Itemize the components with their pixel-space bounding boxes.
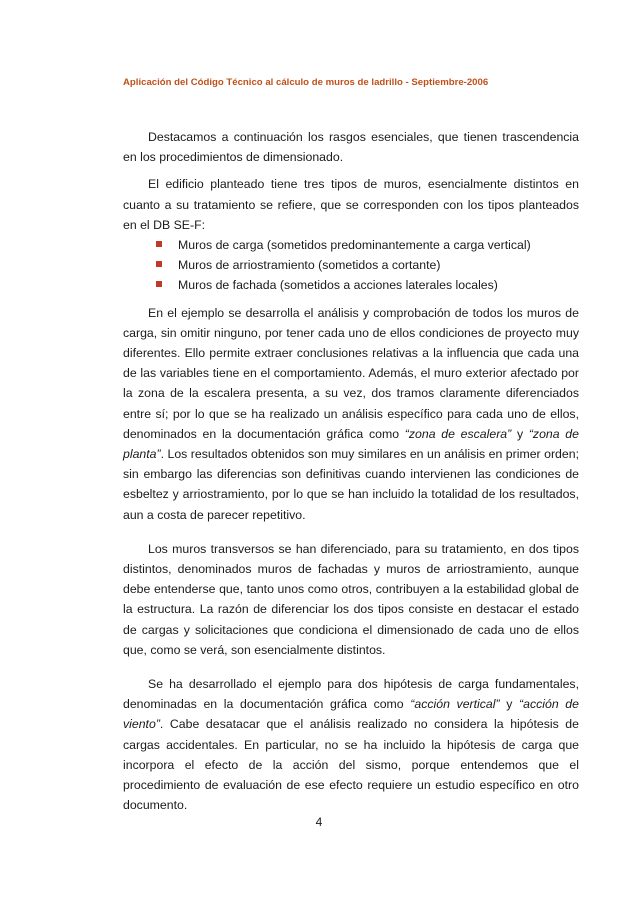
square-bullet-icon (156, 241, 162, 247)
list-item (123, 275, 579, 295)
list-item-text: Muros de carga (sometidos predominantemente a carga vertical) (178, 238, 531, 253)
paragraph-3-text-c: . Los resultados obtenidos son muy similares en un análisis en primer orden; sin embargo las diferencias son definitivas cuando intervienen las condiciones de esbeltez y arriostramiento, por lo que se han incluido la totalidad de los resultados, aun a costa de parecer repetitivo. (123, 447, 579, 522)
paragraph-5 (123, 674, 579, 815)
paragraph-3-text-a: En el ejemplo se desarrolla el análisis y comprobación de todos los muros de carga, sin omitir ninguno, por tener cada uno de ellos condiciones de proyecto muy diferentes. Ello permite extraer conclusiones relativas a la influencia que cada una de las variables tiene en el comportamiento. Además, el muro exterior afectado por la zona de la escalera presenta, a su vez, dos tramos claramente diferenciados entre sí; por lo que se ha realizado un análisis específico para cada uno de ellos, denominados en la documentación gráfica como (123, 305, 579, 441)
paragraph-5-emphasis-1: “acción vertical” (410, 697, 500, 712)
square-bullet-icon (156, 281, 162, 287)
list-item (123, 255, 579, 275)
document-body (123, 127, 579, 816)
paragraph-4: Los muros transversos se han diferenciado, para su tratamiento, en dos tipos distintos, denominados muros de fachadas y muros de arriostramiento, aunque debe entenderse que, tanto unos como otros, contribuyen a la estabilidad global de la estructura. La razón de diferenciar los dos tipos consiste en destacar el estado de cargas y solicitaciones que condiciona el dimensionado de cada uno de ellos que, como se verá, son esencialmente distintos. (123, 541, 579, 657)
document-header: Aplicación del Código Técnico al cálculo de muros de ladrillo - Septiembre-2006 (123, 77, 489, 88)
paragraph-3-text-b: y (511, 426, 529, 441)
paragraph-3 (123, 303, 579, 525)
paragraph-3-emphasis-1: “zona de escalera” (404, 426, 512, 441)
wall-types-list (123, 235, 579, 296)
page-number: 4 (315, 815, 323, 829)
paragraph-5-emphasis-2: “acción de viento” (123, 697, 579, 732)
paragraph-2: El edificio planteado tiene tres tipos de muros, esencialmente distintos en cuanto a su tratamiento se refiere, que se corresponden con los tipos planteados en el DB SE-F: (123, 177, 579, 232)
paragraph-5-text-a: Se ha desarrollado el ejemplo para dos hipótesis de carga fundamentales, denominadas en la documentación gráfica como (123, 677, 579, 712)
list-item-text: Muros de arriostramiento (sometidos a cortante) (178, 258, 441, 273)
paragraph-1: Destacamos a continuación los rasgos esenciales, que tienen trascendencia en los procedimientos de dimensionado. (123, 130, 579, 165)
list-item (123, 235, 579, 255)
square-bullet-icon (156, 261, 162, 267)
paragraph-5-text-c: . Cabe desatacar que el análisis realizado no considera la hipótesis de cargas accidentales. En particular, no se ha incluido la hipótesis de carga que incorpora el efecto de la acción del sismo, porque entendemos que el procedimiento de evaluación de ese efecto requiere un estudio específico en otro documento. (123, 717, 579, 813)
list-item-text: Muros de fachada (sometidos a acciones laterales locales) (178, 278, 498, 293)
paragraph-3-emphasis-2: “zona de planta” (123, 426, 579, 462)
paragraph-5-text-b: y (499, 697, 520, 712)
